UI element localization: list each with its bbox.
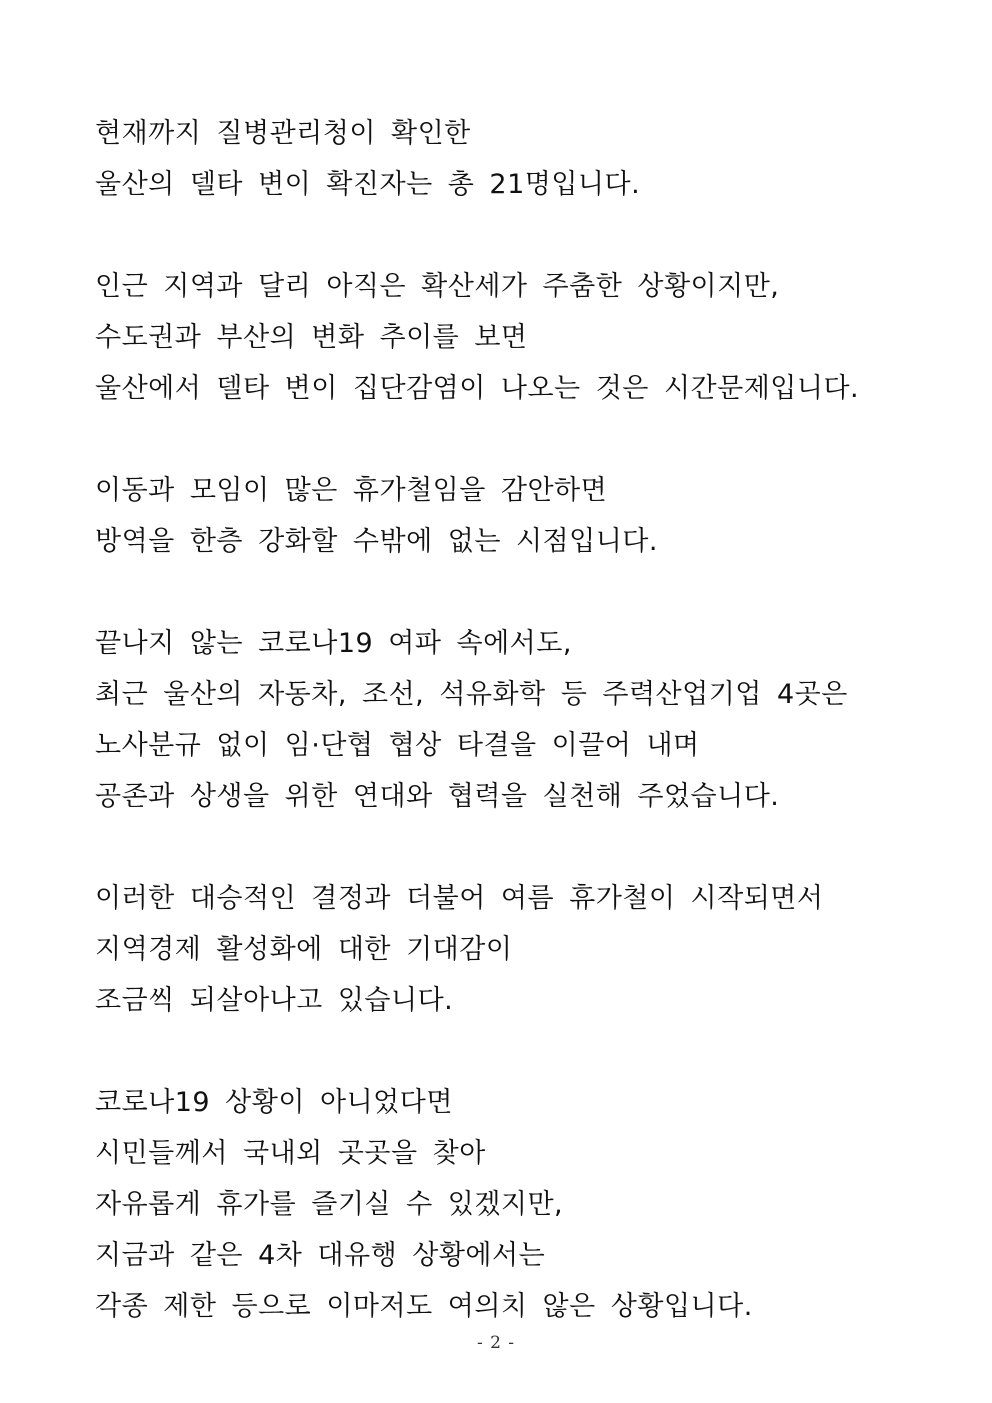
body-text (95, 108, 955, 1383)
text-line: 노사분규 없이 임·단협 협상 타결을 이끌어 내며 (95, 730, 700, 761)
paragraph-1 (95, 108, 955, 210)
text-line: 공존과 상생을 위한 연대와 협력을 실천해 주었습니다. (95, 781, 780, 812)
text-line: 시민들께서 국내외 곳곳을 찾아 (95, 1138, 486, 1169)
text-line: 끝나지 않는 코로나19 여파 속에서도, (95, 628, 572, 659)
text-line: 각종 제한 등으로 이마저도 여의치 않은 상황입니다. (95, 1291, 753, 1322)
text-line: 현재까지 질병관리청이 확인한 (95, 118, 471, 149)
page-number: - 2 - (476, 1333, 516, 1353)
text-line: 자유롭게 휴가를 즐기실 수 있겠지만, (95, 1189, 564, 1220)
paragraph-4 (95, 618, 955, 822)
text-line: 울산의 델타 변이 확진자는 총 21명입니다. (95, 169, 641, 200)
text-line: 인근 지역과 달리 아직은 확산세가 주춤한 상황이지만, (95, 271, 780, 302)
paragraph-3 (95, 465, 955, 567)
text-line: 이동과 모임이 많은 휴가철임을 감안하면 (95, 475, 608, 506)
text-line: 지금과 같은 4차 대유행 상황에서는 (95, 1240, 546, 1271)
text-line: 방역을 한층 강화할 수밖에 없는 시점입니다. (95, 526, 658, 557)
text-line: 지역경제 활성화에 대한 기대감이 (95, 934, 513, 965)
text-line: 코로나19 상황이 아니었다면 (95, 1087, 453, 1118)
text-line: 울산에서 델타 변이 집단감염이 나오는 것은 시간문제입니다. (95, 373, 860, 404)
text-line: 조금씩 되살아나고 있습니다. (95, 985, 454, 1016)
text-line: 이러한 대승적인 결정과 더불어 여름 휴가철이 시작되면서 (95, 883, 824, 914)
text-line: 최근 울산의 자동차, 조선, 석유화학 등 주력산업기업 4곳은 (95, 679, 848, 710)
text-line: 수도권과 부산의 변화 추이를 보면 (95, 322, 528, 353)
paragraph-6 (95, 1077, 955, 1332)
paragraph-2 (95, 261, 955, 414)
paragraph-5 (95, 873, 955, 1026)
